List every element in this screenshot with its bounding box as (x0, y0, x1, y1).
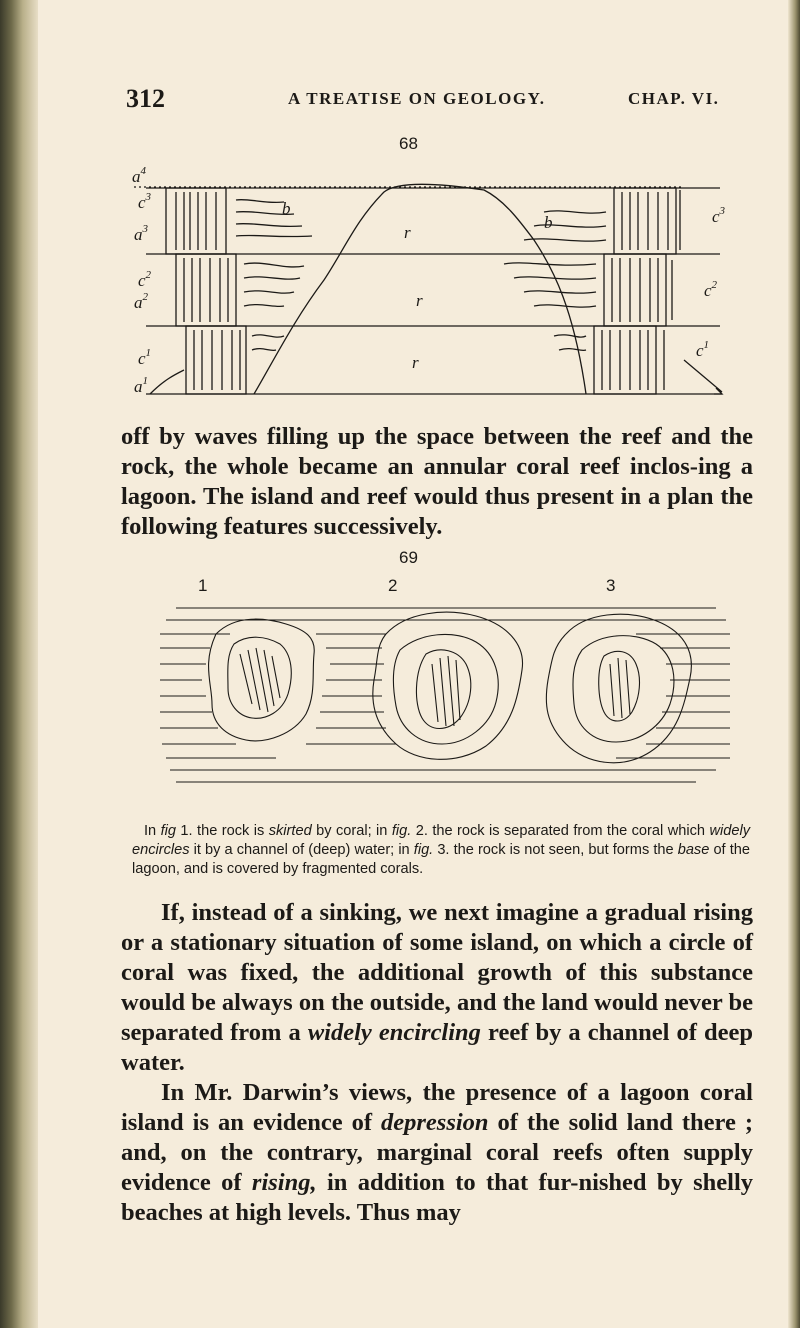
caption-italic: base (677, 842, 710, 858)
figure-69-number: 69 (399, 548, 418, 567)
caption-part: 3. the rock is not seen, but forms the (433, 842, 678, 858)
svg-text:a2: $a^2$ (134, 291, 148, 312)
figure-69-plan-diagram (156, 594, 736, 794)
paragraph-2 (121, 898, 753, 1078)
figure-68-number: 68 (399, 134, 418, 153)
svg-text:a3: $a^3$ (134, 223, 148, 244)
paragraph-2-italic: widely encircling (307, 1019, 481, 1046)
caption-text (132, 822, 750, 879)
svg-text:c3: $c^3$ (138, 191, 152, 212)
paragraph-1-text: off by waves filling up the space between the reef and the rock, the whole became an annular coral reef inclos-ing a lagoon. The island and reef would thus present in a plan the following features successively. (121, 423, 753, 540)
caption-part: In (144, 823, 161, 839)
svg-text:r: r (416, 291, 423, 310)
figure-69-panel-2-label: 2 (388, 576, 398, 595)
svg-text:c3: $c^3$ (712, 205, 726, 226)
caption-part: 2. the rock is separated from the coral which (411, 823, 710, 839)
paragraph-3 (121, 1078, 753, 1228)
paragraph-1 (121, 422, 753, 542)
body-paragraphs (121, 898, 753, 1228)
page-number: 312 (126, 84, 165, 113)
svg-text:c2: $c^2$ (138, 269, 152, 290)
paragraph-3-part: in addition to that fur-nished by shelly beaches at high levels. Thus may (121, 1169, 753, 1226)
paragraph-2-part: If, instead of a sinking, we next imagine a gradual rising or a stationary situation of some island, on which a circle of coral was fixed, the additional growth of this substance would be always on the outside, and the land would never be separated from a (121, 899, 753, 1046)
caption-part: of the lagoon, and is covered by fragmented corals. (132, 842, 750, 877)
book-binding-left (0, 0, 38, 1328)
caption-italic: skirted (268, 823, 312, 839)
paragraph-3-part: of the solid land there ; and, on the contrary, marginal coral reefs often supply evidence of (121, 1109, 753, 1196)
caption-part: 1. the rock is (176, 823, 269, 839)
figure-69-caption (132, 822, 750, 879)
figure-69-panel-3-label: 3 (606, 576, 616, 595)
caption-italic: fig. (391, 823, 412, 839)
book-edge-right (788, 0, 800, 1328)
svg-text:b: b (282, 199, 291, 218)
figure-68-section-diagram (124, 160, 764, 410)
paragraph-3-italic: rising, (251, 1169, 317, 1196)
svg-text:r: r (404, 223, 411, 242)
svg-text:c1: $c^1$ (138, 347, 152, 368)
running-title: A TREATISE ON GEOLOGY. (288, 89, 546, 108)
caption-italic: fig. (413, 842, 434, 858)
svg-text:a4: $a^4$ (132, 165, 146, 186)
page-header (38, 84, 788, 114)
svg-text:c1: $c^1$ (696, 339, 710, 360)
caption-part: by coral; in (311, 823, 392, 839)
caption-italic: widely encircles (132, 823, 750, 858)
paragraph-3-italic: depression (381, 1109, 489, 1136)
paragraph-2-part: reef by a channel of deep water. (121, 1019, 753, 1076)
svg-text:c2: $c^2$ (704, 279, 718, 300)
caption-part: it by a channel of (deep) water; in (189, 842, 414, 858)
svg-text:a1: $a^1$ (134, 375, 148, 396)
svg-text:b: b (544, 213, 553, 232)
paragraph-3-part: In Mr. Darwin’s views, the presence of a lagoon coral island is an evidence of (121, 1079, 753, 1136)
svg-text:r: r (412, 353, 419, 372)
book-page (38, 0, 788, 1328)
chapter-label: CHAP. VI. (628, 89, 720, 108)
caption-italic: fig (160, 823, 177, 839)
figure-69-panel-1-label: 1 (198, 576, 208, 595)
